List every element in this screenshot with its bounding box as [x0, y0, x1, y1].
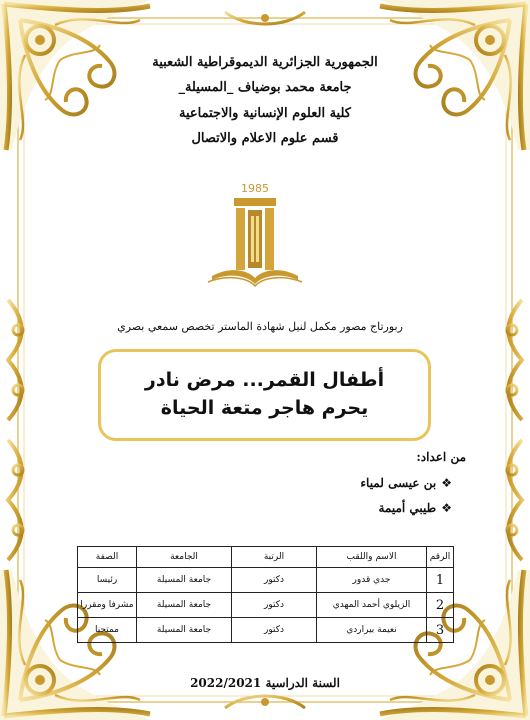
- department-name: قسم علوم الاعلام والاتصال: [191, 131, 339, 146]
- column-header: الصفة: [78, 547, 137, 568]
- column-header: الرقم: [427, 547, 454, 568]
- diamond-bullet-icon: ❖: [441, 476, 452, 490]
- column-header: الاسم واللقب: [317, 547, 427, 568]
- logo-year: 1985: [241, 182, 269, 195]
- member-rank: دكتور: [232, 593, 317, 618]
- table-row: [78, 593, 454, 618]
- thesis-title-box: [98, 349, 431, 441]
- row-number: 3: [427, 618, 454, 643]
- academic-year: السنة الدراسية 2022/2021: [190, 676, 340, 690]
- member-role: مشرفا ومقررا: [78, 593, 137, 618]
- thesis-title: أطفال القمر... مرض نادر يحرم هاجر متعة الحياة: [144, 369, 385, 419]
- thesis-subtitle: ربورتاج مصور مكمل لنيل شهادة الماستر تخصص سمعي بصري: [117, 320, 403, 333]
- member-university: جامعة المسيلة: [137, 568, 232, 593]
- member-role: رئيسا: [78, 568, 137, 593]
- member-university: جامعة المسيلة: [137, 618, 232, 643]
- member-name: الزيلوي أحمد المهدي: [317, 593, 427, 618]
- committee-table: [77, 546, 454, 643]
- row-number: 1: [427, 568, 454, 593]
- member-name: جدي قدور: [317, 568, 427, 593]
- member-rank: دكتور: [232, 618, 317, 643]
- university-logo: [200, 180, 310, 295]
- prepared-by-label: من اعداد:: [416, 450, 466, 464]
- table-header-row: [78, 547, 454, 568]
- row-number: 2: [427, 593, 454, 618]
- table-row: [78, 568, 454, 593]
- country-name: الجمهورية الجزائرية الديموقراطية الشعبية: [152, 55, 378, 70]
- column-header: الجامعة: [137, 547, 232, 568]
- member-role: ممتحنا: [78, 618, 137, 643]
- author-item: [379, 501, 453, 515]
- table-row: [78, 618, 454, 643]
- member-name: نعيمة بيراردي: [317, 618, 427, 643]
- diamond-bullet-icon: ❖: [441, 501, 452, 515]
- column-header: الرتبة: [232, 547, 317, 568]
- author-item: [360, 476, 452, 490]
- member-university: جامعة المسيلة: [137, 593, 232, 618]
- author-name: بن عيسى لمياء: [360, 476, 437, 490]
- member-rank: دكتور: [232, 568, 317, 593]
- author-name: طيبي أميمة: [378, 501, 437, 515]
- faculty-name: كلية العلوم الإنسانية والاجتماعية: [179, 106, 351, 121]
- university-name: جامعة محمد بوضياف _المسيلة_: [178, 80, 352, 95]
